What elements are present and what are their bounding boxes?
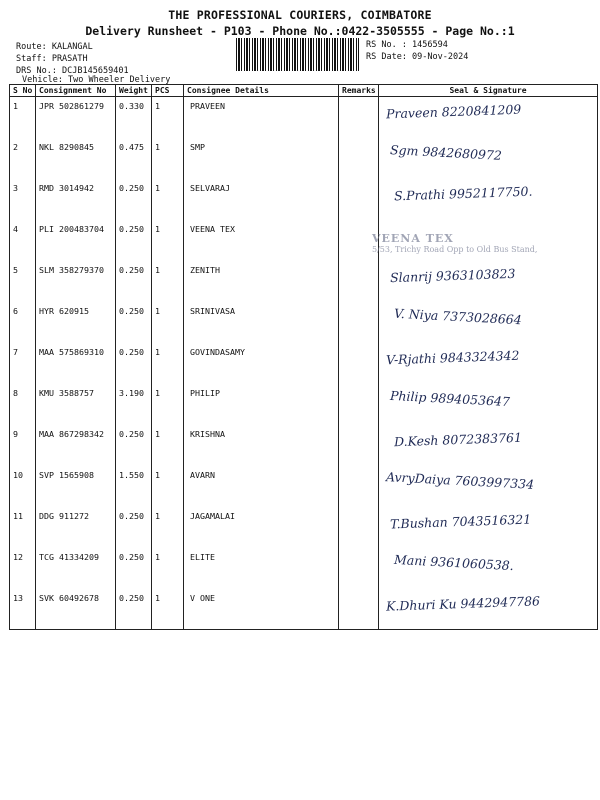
- cell-pcs: 1: [152, 220, 184, 261]
- cell-remarks: [339, 302, 379, 343]
- handwritten-signature: V-Rjathi 9843324342: [385, 347, 520, 368]
- cell-remarks: [339, 589, 379, 630]
- cell-weight: 0.250: [116, 220, 152, 261]
- handwritten-signature: K.Dhuri Ku 9442947786: [385, 593, 541, 614]
- cell-pcs: 1: [152, 507, 184, 548]
- cell-consignee: ZENITH: [184, 261, 339, 302]
- cell-signature: [379, 466, 598, 507]
- cell-sno: 8: [10, 384, 36, 425]
- cell-consignment: NKL 8290845: [36, 138, 116, 179]
- col-consignment: Consignment No: [36, 85, 116, 97]
- cell-consignment: MAA 575869310: [36, 343, 116, 384]
- cell-weight: 0.250: [116, 548, 152, 589]
- cell-consignment: TCG 41334209: [36, 548, 116, 589]
- cell-pcs: 1: [152, 466, 184, 507]
- table-row: [10, 425, 598, 466]
- rs-number: RS No. : 1456594: [366, 40, 448, 50]
- handwritten-signature: Philip 9894053647: [389, 387, 511, 410]
- cell-weight: 0.250: [116, 589, 152, 630]
- cell-remarks: [339, 466, 379, 507]
- cell-remarks: [339, 548, 379, 589]
- cell-weight: 3.190: [116, 384, 152, 425]
- cell-signature: [379, 507, 598, 548]
- cell-sno: 1: [10, 97, 36, 138]
- table-row: [10, 507, 598, 548]
- cell-remarks: [339, 384, 379, 425]
- cell-pcs: 1: [152, 138, 184, 179]
- cell-signature: [379, 425, 598, 466]
- cell-weight: 0.250: [116, 261, 152, 302]
- col-remarks: Remarks: [339, 85, 379, 97]
- cell-signature: [379, 384, 598, 425]
- cell-consignee: AVARN: [184, 466, 339, 507]
- drs-number: DRS No.: DCJB145659401: [16, 66, 129, 76]
- cell-remarks: [339, 179, 379, 220]
- handwritten-signature: V. Niya 7373028664: [393, 305, 523, 328]
- cell-consignment: SVP 1565908: [36, 466, 116, 507]
- cell-consignment: HYR 620915: [36, 302, 116, 343]
- cell-consignee: KRISHNA: [184, 425, 339, 466]
- route-label: Route: KALANGAL: [16, 42, 93, 52]
- handwritten-signature: AvryDaiya 7603997334: [385, 469, 535, 492]
- table-row: [10, 138, 598, 179]
- cell-sno: 11: [10, 507, 36, 548]
- stamp-name: VEENA TEX: [372, 232, 454, 245]
- cell-sno: 3: [10, 179, 36, 220]
- cell-consignee: SRINIVASA: [184, 302, 339, 343]
- table-row: [10, 384, 598, 425]
- table-row: [10, 302, 598, 343]
- cell-pcs: 1: [152, 261, 184, 302]
- col-signature: Seal & Signature: [379, 85, 598, 97]
- cell-sno: 6: [10, 302, 36, 343]
- col-pcs: PCS: [152, 85, 184, 97]
- cell-remarks: [339, 507, 379, 548]
- col-sno: S No: [10, 85, 36, 97]
- cell-sno: 4: [10, 220, 36, 261]
- cell-consignment: JPR 502861279: [36, 97, 116, 138]
- cell-signature: [379, 97, 598, 138]
- table-row: [10, 589, 598, 630]
- cell-signature: [379, 138, 598, 179]
- table-row: [10, 343, 598, 384]
- cell-pcs: 1: [152, 548, 184, 589]
- cell-remarks: [339, 425, 379, 466]
- cell-sno: 9: [10, 425, 36, 466]
- cell-remarks: [339, 343, 379, 384]
- cell-consignment: SVK 60492678: [36, 589, 116, 630]
- cell-consignee: ELITE: [184, 548, 339, 589]
- staff-label: Staff: PRASATH: [16, 54, 88, 64]
- rs-date: RS Date: 09-Nov-2024: [366, 52, 469, 62]
- cell-sno: 7: [10, 343, 36, 384]
- cell-consignee: VEENA TEX: [184, 220, 339, 261]
- table-row: [10, 466, 598, 507]
- cell-pcs: 1: [152, 97, 184, 138]
- cell-consignee: SELVARAJ: [184, 179, 339, 220]
- cell-consignee: PRAVEEN: [184, 97, 339, 138]
- cell-consignee: PHILIP: [184, 384, 339, 425]
- runsheet-title: Delivery Runsheet - P103 - Phone No.:0422-3505555 - Page No.:1: [85, 24, 515, 38]
- handwritten-signature: Sgm 9842680972: [389, 142, 503, 163]
- cell-consignment: KMU 3588757: [36, 384, 116, 425]
- cell-weight: 0.250: [116, 425, 152, 466]
- cell-signature: [379, 179, 598, 220]
- cell-sno: 2: [10, 138, 36, 179]
- cell-signature: [379, 589, 598, 630]
- cell-consignee: JAGAMALAI: [184, 507, 339, 548]
- company-title: THE PROFESSIONAL COURIERS, COIMBATORE: [168, 8, 432, 22]
- col-consignee: Consignee Details: [184, 85, 339, 97]
- seal-stamp: [372, 232, 552, 272]
- cell-consignment: RMD 3014942: [36, 179, 116, 220]
- cell-pcs: 1: [152, 343, 184, 384]
- handwritten-signature: T.Bushan 7043516321: [389, 511, 532, 532]
- delivery-table: [9, 84, 598, 630]
- cell-weight: 0.330: [116, 97, 152, 138]
- cell-sno: 5: [10, 261, 36, 302]
- cell-weight: 0.475: [116, 138, 152, 179]
- cell-consignee: GOVINDASAMY: [184, 343, 339, 384]
- table-row: [10, 97, 598, 138]
- barcode: [236, 38, 359, 71]
- cell-weight: 0.250: [116, 343, 152, 384]
- cell-signature: [379, 343, 598, 384]
- cell-weight: 0.250: [116, 507, 152, 548]
- cell-signature: [379, 548, 598, 589]
- cell-pcs: 1: [152, 589, 184, 630]
- col-weight: Weight: [116, 85, 152, 97]
- handwritten-signature: S.Prathi 9952117750.: [393, 183, 533, 204]
- cell-pcs: 1: [152, 384, 184, 425]
- table-header: [10, 85, 598, 97]
- cell-consignment: MAA 867298342: [36, 425, 116, 466]
- cell-consignment: SLM 358279370: [36, 261, 116, 302]
- stamp-address: 5/53, Trichy Road Opp to Old Bus Stand,: [372, 245, 538, 254]
- cell-weight: 1.550: [116, 466, 152, 507]
- cell-sno: 12: [10, 548, 36, 589]
- cell-consignee: V ONE: [184, 589, 339, 630]
- cell-consignee: SMP: [184, 138, 339, 179]
- cell-weight: 0.250: [116, 179, 152, 220]
- cell-remarks: [339, 138, 379, 179]
- cell-consignment: PLI 200483704: [36, 220, 116, 261]
- table-row: [10, 548, 598, 589]
- cell-pcs: 1: [152, 302, 184, 343]
- cell-sno: 10: [10, 466, 36, 507]
- vehicle-label: Vehicle: Two Wheeler Delivery: [22, 75, 171, 85]
- cell-signature: [379, 302, 598, 343]
- cell-remarks: [339, 97, 379, 138]
- table-row: [10, 179, 598, 220]
- handwritten-signature: Praveen 8220841209: [385, 101, 522, 122]
- cell-pcs: 1: [152, 179, 184, 220]
- cell-pcs: 1: [152, 425, 184, 466]
- handwritten-signature: Mani 9361060538.: [393, 551, 515, 574]
- handwritten-signature: D.Kesh 8072383761: [393, 429, 523, 450]
- handwritten-signature: Slanrij 9363103823: [389, 265, 516, 286]
- cell-sno: 13: [10, 589, 36, 630]
- cell-consignment: DDG 911272: [36, 507, 116, 548]
- cell-weight: 0.250: [116, 302, 152, 343]
